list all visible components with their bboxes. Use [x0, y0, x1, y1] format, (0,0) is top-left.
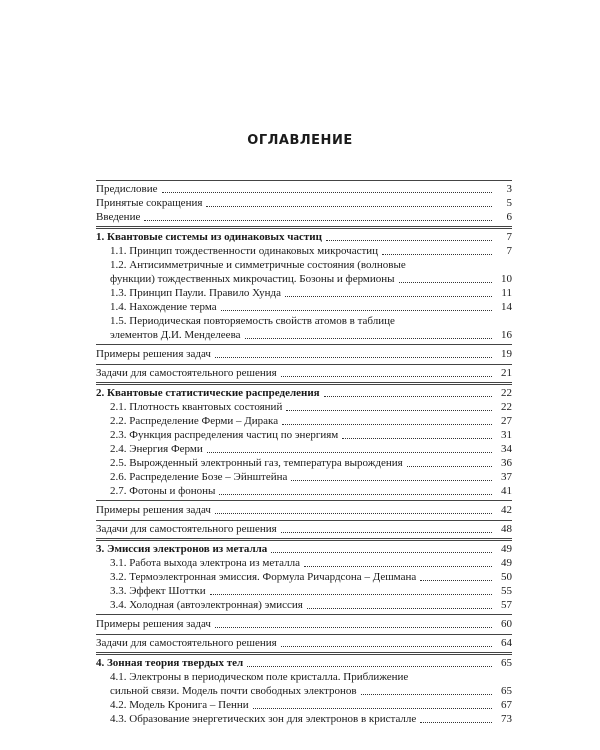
page-number: 49 [501, 543, 512, 555]
entry-title: Задачи для самостоятельного решения [96, 637, 277, 649]
page-number: 41 [501, 485, 512, 497]
page-number: 14 [501, 301, 512, 313]
section-title: 1.3. Принцип Паули. Правило Хунда [110, 287, 282, 299]
leader-dots [219, 494, 492, 495]
leader-dots [361, 694, 492, 695]
section-title: 2.2. Распределение Ферми – Дирака [110, 415, 279, 427]
toc-tasks[interactable] [96, 366, 512, 380]
toc-section[interactable] [96, 470, 512, 484]
chapter-title: 2. Квантовые статистические распределения [96, 387, 320, 399]
toc-examples[interactable] [96, 347, 512, 361]
toc-section[interactable] [96, 584, 512, 598]
page-number: 7 [506, 231, 512, 243]
toc-section[interactable] [96, 556, 512, 570]
section-title-line2: функции) тождественных микрочастиц. Бозоны и фермионы [110, 273, 395, 285]
chapter-3-tasks [96, 634, 512, 653]
section-title-line1[interactable]: 1.5. Периодическая повторяемость свойств атомов в таблице [110, 315, 395, 327]
section-title: 2.3. Функция распределения частиц по энергиям [110, 429, 339, 441]
section-title: 1.4. Нахождение терма [110, 301, 217, 313]
page-number: 64 [501, 637, 512, 649]
leader-dots [281, 646, 492, 647]
page-number: 34 [501, 443, 512, 455]
section-title: 3.1. Работа выхода электрона из металла [110, 557, 301, 569]
entry-title: Предисловие [96, 183, 158, 195]
toc-section[interactable] [96, 244, 512, 258]
page-number: 55 [501, 585, 512, 597]
leader-dots [215, 627, 492, 628]
leader-dots [382, 254, 492, 255]
section-title: 2.7. Фотоны и фононы [110, 485, 216, 497]
page-number: 7 [506, 245, 512, 257]
entry-title: Введение [96, 211, 141, 223]
leader-dots [162, 192, 493, 193]
page-number: 3 [506, 183, 512, 195]
page-number: 22 [501, 401, 512, 413]
leader-dots [286, 410, 492, 411]
section-title: 3.3. Эффект Шоттки [110, 585, 206, 597]
leader-dots [271, 552, 492, 553]
leader-dots [324, 396, 492, 397]
page-number: 67 [501, 699, 512, 711]
leader-dots [304, 566, 492, 567]
leader-dots [207, 452, 492, 453]
toc-section[interactable] [96, 328, 512, 342]
section-title-line1[interactable]: 4.1. Электроны в периодическом поле кристалла. Приближение [110, 671, 409, 683]
leader-dots [247, 666, 492, 667]
toc-section[interactable] [96, 712, 512, 726]
toc-section[interactable] [96, 300, 512, 314]
page-number: 27 [501, 415, 512, 427]
chapter-1-extras [96, 346, 512, 363]
toc-section[interactable] [96, 272, 512, 286]
chapter-2-extras [96, 502, 512, 519]
leader-dots [399, 282, 492, 283]
page-number: 16 [501, 329, 512, 341]
chapter-3-extras [96, 616, 512, 633]
chapter-title: 4. Зонная теория твердых тел [96, 657, 244, 669]
toc-section[interactable] [96, 414, 512, 428]
chapter-heading[interactable] [96, 386, 512, 400]
page-number: 36 [501, 457, 512, 469]
chapter-1-tasks [96, 364, 512, 383]
page-number: 31 [501, 429, 512, 441]
leader-dots [245, 338, 493, 339]
toc-entry-introduction[interactable] [96, 210, 512, 224]
leader-dots [215, 513, 492, 514]
section-title-line2: сильной связи. Модель почти свободных электронов [110, 685, 357, 697]
section-title: 2.4. Энергия Ферми [110, 443, 203, 455]
page-number: 60 [501, 618, 512, 630]
page-number: 6 [506, 211, 512, 223]
leader-dots [144, 220, 492, 221]
leader-dots [420, 722, 492, 723]
table-of-contents [96, 180, 512, 729]
section-title: 1.1. Принцип тождественности одинаковых микрочастиц [110, 245, 379, 257]
toc-section[interactable] [96, 570, 512, 584]
entry-title: Примеры решения задач [96, 348, 211, 360]
chapter-3 [96, 540, 512, 615]
section-title: 4.3. Образование энергетических зон для электронов в кристалле [110, 713, 417, 725]
page-number: 57 [501, 599, 512, 611]
leader-dots [281, 376, 492, 377]
page-number: 37 [501, 471, 512, 483]
page-number: 50 [501, 571, 512, 583]
entry-title: Примеры решения задач [96, 618, 211, 630]
section-title: 3.2. Термоэлектронная эмиссия. Формула Ричардсона – Дешмана [110, 571, 417, 583]
leader-dots [342, 438, 492, 439]
chapter-heading[interactable] [96, 230, 512, 244]
toc-section[interactable] [96, 698, 512, 712]
leader-dots [281, 532, 492, 533]
chapter-title: 3. Эмиссия электронов из металла [96, 543, 268, 555]
page-number: 65 [501, 657, 512, 669]
section-title: 2.1. Плотность квантовых состояний [110, 401, 283, 413]
leader-dots [221, 310, 492, 311]
toc-section[interactable] [96, 400, 512, 414]
toc-section[interactable] [96, 456, 512, 470]
page-number: 73 [501, 713, 512, 725]
section-title: 2.6. Распределение Бозе – Эйнштейна [110, 471, 288, 483]
leader-dots [326, 240, 492, 241]
toc-section[interactable] [96, 598, 512, 612]
chapter-2 [96, 384, 512, 501]
chapter-heading[interactable] [96, 542, 512, 556]
toc-section[interactable] [96, 484, 512, 498]
leader-dots [285, 296, 492, 297]
page-number: 48 [501, 523, 512, 535]
leader-dots [307, 608, 492, 609]
leader-dots [253, 708, 492, 709]
leader-dots [215, 357, 492, 358]
page-number: 22 [501, 387, 512, 399]
toc-section[interactable] [96, 286, 512, 300]
entry-title: Принятые сокращения [96, 197, 203, 209]
page-number: 49 [501, 557, 512, 569]
page-number: 65 [501, 685, 512, 697]
toc-tasks[interactable] [96, 522, 512, 536]
leader-dots [407, 466, 492, 467]
page-number: 11 [501, 287, 512, 299]
toc-section[interactable] [96, 442, 512, 456]
front-matter [96, 180, 512, 227]
toc-section[interactable] [96, 428, 512, 442]
page-number: 5 [506, 197, 512, 209]
chapter-2-tasks [96, 520, 512, 539]
toc-entry-abbreviations[interactable] [96, 196, 512, 210]
leader-dots [210, 594, 492, 595]
section-title: 4.2. Модель Кронига – Пенни [110, 699, 249, 711]
toc-examples[interactable] [96, 503, 512, 517]
toc-tasks[interactable] [96, 636, 512, 650]
entry-title: Задачи для самостоятельного решения [96, 367, 277, 379]
section-title-line2: элементов Д.И. Менделеева [110, 329, 241, 341]
leader-dots [282, 424, 492, 425]
page-number: 19 [501, 348, 512, 360]
toc-entry-preface[interactable] [96, 182, 512, 196]
chapter-heading[interactable] [96, 656, 512, 670]
section-title: 3.4. Холодная (автоэлектронная) эмиссия [110, 599, 303, 611]
entry-title: Примеры решения задач [96, 504, 211, 516]
chapter-4 [96, 654, 512, 728]
page-title: ОГЛАВЛЕНИЕ [247, 133, 353, 148]
page-number: 21 [501, 367, 512, 379]
leader-dots [291, 480, 492, 481]
chapter-1 [96, 228, 512, 345]
section-title: 2.5. Вырожденный электронный газ, температура вырождения [110, 457, 403, 469]
page-number: 10 [501, 273, 512, 285]
chapter-title: 1. Квантовые системы из одинаковых частиц [96, 231, 322, 243]
toc-examples[interactable] [96, 617, 512, 631]
section-title-line1[interactable]: 1.2. Антисимметричные и симметричные состояния (волновые [110, 259, 406, 271]
entry-title: Задачи для самостоятельного решения [96, 523, 277, 535]
leader-dots [206, 206, 492, 207]
toc-section[interactable] [96, 684, 512, 698]
leader-dots [420, 580, 492, 581]
page-number: 42 [501, 504, 512, 516]
